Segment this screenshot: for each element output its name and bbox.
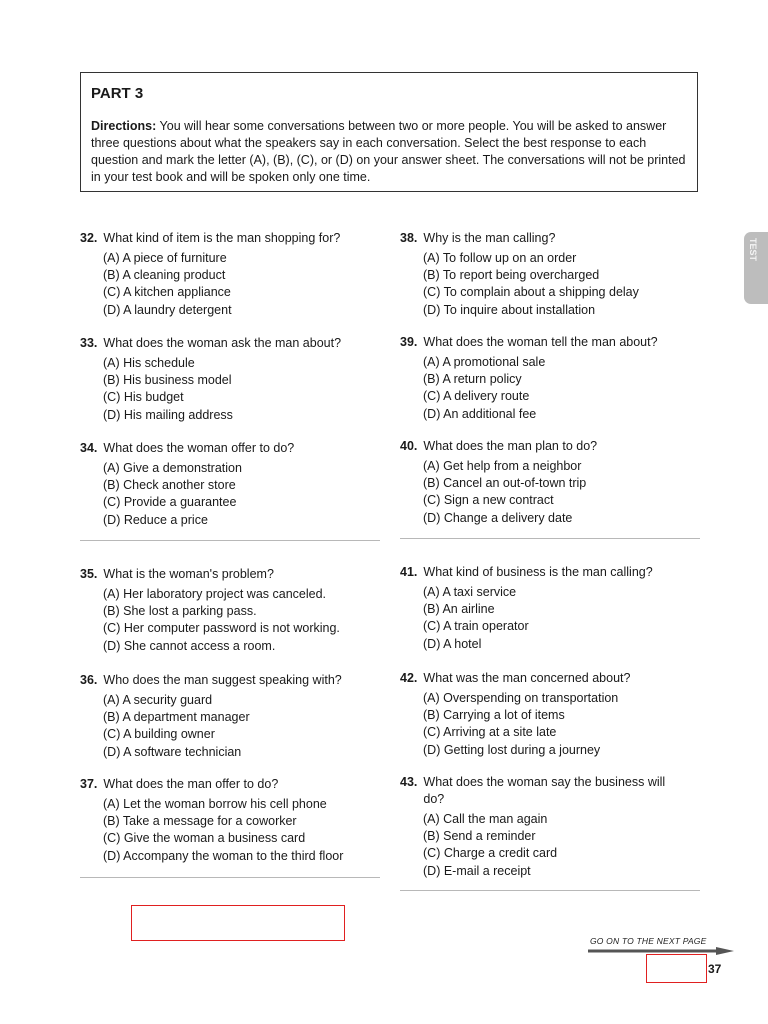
- section-divider: [400, 538, 700, 539]
- answer-option: (D) His mailing address: [103, 407, 233, 422]
- answer-option: (A) A security guard: [103, 693, 213, 707]
- answer-option: (D) A hotel: [423, 636, 482, 651]
- answer-option: (A) Overspending on transportation: [423, 691, 619, 705]
- question-text: What does the woman tell the man about?: [423, 335, 658, 349]
- question-text: What does the man offer to do?: [103, 777, 279, 791]
- answer-option: (B) Send a reminder: [423, 829, 536, 844]
- answer-option: (D) Accompany the woman to the third floor: [103, 848, 344, 863]
- answer-option: (A) His schedule: [103, 356, 195, 370]
- question-number: 42.: [400, 671, 418, 685]
- answer-option: (C) A train operator: [423, 619, 529, 634]
- question-42: [400, 670, 700, 759]
- question-number: 32.: [80, 231, 98, 245]
- question-number: 33.: [80, 336, 98, 350]
- answer-option: (C) A kitchen appliance: [103, 285, 231, 300]
- right-arrow-icon: [588, 947, 734, 955]
- question-number: 37.: [80, 777, 98, 791]
- answer-option: (A) Let the woman borrow his cell phone: [103, 797, 327, 811]
- answer-option: (D) An additional fee: [423, 406, 537, 421]
- section-divider: [400, 890, 700, 891]
- question-text: What kind of item is the man shopping for?: [103, 231, 341, 245]
- section-divider: [80, 540, 380, 541]
- answer-option: (C) To complain about a shipping delay: [423, 285, 639, 300]
- answer-option: (C) Her computer password is not working.: [103, 621, 340, 636]
- answer-option: (B) A cleaning product: [103, 268, 226, 283]
- question-text: What does the woman say the business will do?: [423, 775, 666, 806]
- answer-option: (D) Reduce a price: [103, 512, 208, 527]
- directions-box: [80, 72, 698, 192]
- page-number: 37: [708, 962, 722, 976]
- question-33: [80, 335, 380, 424]
- question-number: 39.: [400, 335, 418, 349]
- answer-option: (D) To inquire about installation: [423, 302, 596, 317]
- question-32: [80, 230, 380, 319]
- answer-option: (D) A software technician: [103, 744, 242, 759]
- answer-option: (C) Arriving at a site late: [423, 725, 557, 740]
- answer-option: (B) Take a message for a coworker: [103, 814, 297, 829]
- directions-paragraph: [91, 118, 687, 186]
- question-number: 34.: [80, 441, 98, 455]
- answer-option: (C) A delivery route: [423, 389, 530, 404]
- section-divider: [80, 877, 380, 878]
- question-text: What kind of business is the man calling?: [423, 565, 653, 579]
- question-text: What does the woman offer to do?: [103, 441, 295, 455]
- answer-option: (B) To report being overcharged: [423, 268, 600, 283]
- answer-option: (B) A return policy: [423, 372, 522, 387]
- answer-option: (C) Charge a credit card: [423, 846, 558, 861]
- answer-option: (D) E-mail a receipt: [423, 863, 531, 878]
- question-38: [400, 230, 700, 319]
- question-number: 36.: [80, 673, 98, 687]
- question-34: [80, 440, 380, 529]
- question-number: 40.: [400, 439, 418, 453]
- answer-option: (A) To follow up on an order: [423, 251, 577, 265]
- answer-option: (C) Give the woman a business card: [103, 831, 306, 846]
- question-text: What does the man plan to do?: [423, 439, 598, 453]
- answer-option: (C) His budget: [103, 390, 184, 405]
- answer-option: (B) Carrying a lot of items: [423, 708, 565, 723]
- highlight-box: [131, 905, 345, 941]
- answer-option: (A) A taxi service: [423, 585, 517, 599]
- part-title: PART 3: [91, 85, 144, 102]
- answer-option: (A) Call the man again: [423, 812, 548, 826]
- highlight-box: [646, 954, 707, 983]
- question-37: [80, 776, 380, 865]
- answer-option: (D) Change a delivery date: [423, 510, 573, 525]
- question-41: [400, 564, 700, 653]
- go-next-page-label: GO ON TO THE NEXT PAGE: [590, 936, 707, 946]
- answer-option: (C) Provide a guarantee: [103, 495, 237, 510]
- question-text: What does the woman ask the man about?: [103, 336, 342, 350]
- answer-option: (D) She cannot access a room.: [103, 638, 276, 653]
- answer-option: (B) His business model: [103, 373, 232, 388]
- question-40: [400, 438, 700, 527]
- answer-option: (A) A piece of furniture: [103, 251, 227, 265]
- answer-option: (D) A laundry detergent: [103, 302, 232, 317]
- answer-option: (B) She lost a parking pass.: [103, 604, 257, 619]
- answer-option: (C) Sign a new contract: [423, 493, 554, 508]
- answer-option: (B) An airline: [423, 602, 495, 617]
- question-text: Why is the man calling?: [423, 231, 556, 245]
- question-text: Who does the man suggest speaking with?: [103, 673, 342, 687]
- question-number: 41.: [400, 565, 418, 579]
- question-36: [80, 672, 380, 761]
- question-39: [400, 334, 700, 423]
- answer-option: (D) Getting lost during a journey: [423, 742, 601, 757]
- question-text: What was the man concerned about?: [423, 671, 631, 685]
- question-number: 38.: [400, 231, 418, 245]
- answer-option: (B) A department manager: [103, 710, 250, 725]
- question-number: 35.: [80, 567, 98, 581]
- question-text: What is the woman's problem?: [103, 567, 274, 581]
- directions-text: You will hear some conversations between two or more people. You will be asked to answer three questions about what the speakers say in each conversation. Select the best response to each question and mark the letter (A), (B), (C), or (D) on your answer sheet. The conversations will not be printed in your test book and will be spoken only one time.: [91, 119, 686, 184]
- answer-option: (A) Give a demonstration: [103, 461, 242, 475]
- answer-option: (B) Cancel an out-of-town trip: [423, 476, 587, 491]
- answer-option: (A) Get help from a neighbor: [423, 459, 582, 473]
- question-35: [80, 566, 380, 655]
- side-tab-label: TEST: [748, 238, 758, 262]
- answer-option: (A) Her laboratory project was canceled.: [103, 587, 327, 601]
- answer-option: (C) A building owner: [103, 727, 215, 742]
- answer-option: (B) Check another store: [103, 478, 236, 493]
- question-43: [400, 774, 670, 880]
- directions-label: Directions:: [91, 119, 157, 133]
- side-tab: [744, 232, 768, 304]
- answer-option: (A) A promotional sale: [423, 355, 546, 369]
- question-number: 43.: [400, 775, 418, 789]
